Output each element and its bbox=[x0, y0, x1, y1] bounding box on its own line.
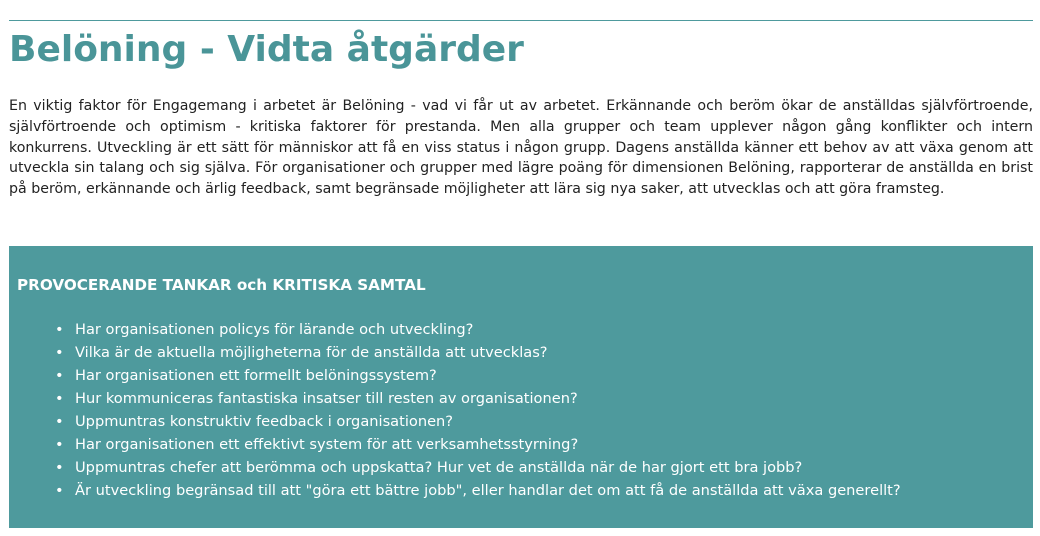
question-text: Har organisationen ett formellt belöningssystem? bbox=[75, 367, 437, 384]
bullet-icon: • bbox=[55, 390, 64, 407]
list-item bbox=[53, 479, 901, 502]
bullet-icon: • bbox=[55, 344, 64, 361]
question-list bbox=[53, 318, 901, 502]
intro-paragraph: En viktig faktor för Engagemang i arbetet är Belöning - vad vi får ut av arbetet. Erkännande och beröm ökar de anställdas självförtroende, självförtroende och optimism - kritiska faktorer för prestanda. Men alla grupper och team upplever någon gång konflikter och intern konkurrens. Utveckling är ett sätt för människor att få en viss status i någon grupp. Dagens anställda känner ett behov av att växa genom att utveckla sin talang och sig själva. För organisationer och grupper med lägre poäng för dimensionen Belöning, rapporterar de anställda en brist på beröm, erkännande och ärlig feedback, samt begränsade möjligheter att lära sig nya saker, att utvecklas och att göra framsteg. bbox=[9, 98, 1033, 198]
question-text: Uppmuntras chefer att berömma och uppskatta? Hur vet de anställda när de har gjort ett bra jobb? bbox=[75, 459, 803, 476]
question-text: Har organisationen ett effektivt system för att verksamhetsstyrning? bbox=[75, 436, 579, 453]
list-item bbox=[53, 433, 901, 456]
panel-heading: PROVOCERANDE TANKAR och KRITISKA SAMTAL bbox=[17, 276, 426, 294]
list-item bbox=[53, 456, 901, 479]
header-divider bbox=[9, 20, 1033, 21]
page-title: Belöning - Vidta åtgärder bbox=[9, 29, 524, 70]
bullet-icon: • bbox=[55, 459, 64, 476]
list-item bbox=[53, 341, 901, 364]
bullet-icon: • bbox=[55, 482, 64, 499]
bullet-icon: • bbox=[55, 413, 64, 430]
question-text: Hur kommuniceras fantastiska insatser till resten av organisationen? bbox=[75, 390, 578, 407]
question-text: Har organisationen policys för lärande och utveckling? bbox=[75, 321, 474, 338]
discussion-panel bbox=[9, 246, 1033, 528]
list-item bbox=[53, 410, 901, 433]
question-text: Vilka är de aktuella möjligheterna för de anställda att utvecklas? bbox=[75, 344, 548, 361]
bullet-icon: • bbox=[55, 321, 64, 338]
bullet-icon: • bbox=[55, 367, 64, 384]
list-item bbox=[53, 387, 901, 410]
list-item bbox=[53, 364, 901, 387]
question-text: Uppmuntras konstruktiv feedback i organisationen? bbox=[75, 413, 454, 430]
question-text: Är utveckling begränsad till att "göra ett bättre jobb", eller handlar det om att få de anställda att växa generellt? bbox=[75, 482, 901, 499]
list-item bbox=[53, 318, 901, 341]
bullet-icon: • bbox=[55, 436, 64, 453]
